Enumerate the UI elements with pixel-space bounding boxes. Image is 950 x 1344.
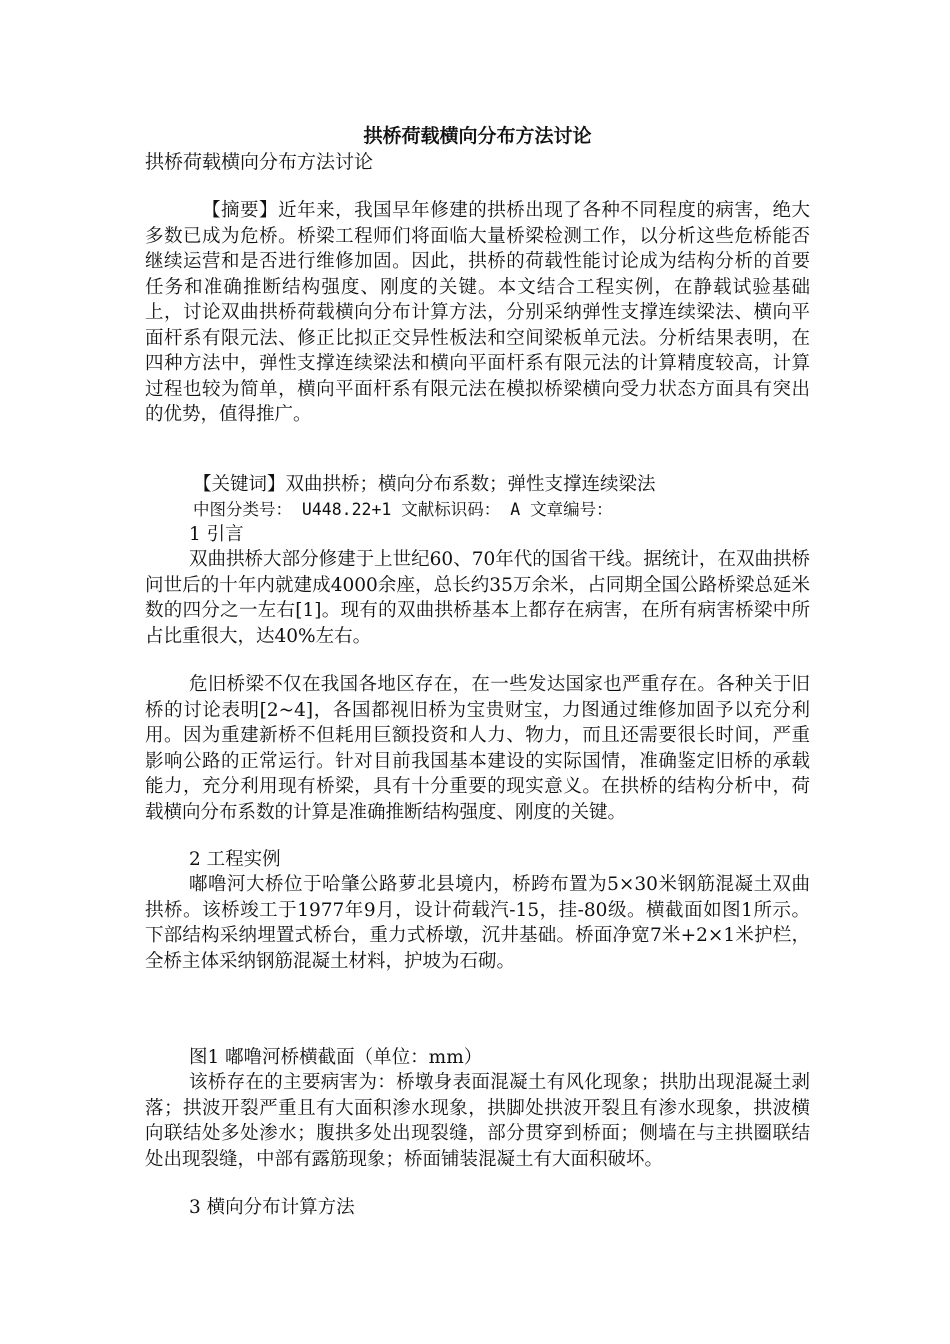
section2-heading: 2 工程实例 bbox=[189, 849, 281, 870]
classification-line: 中图分类号： U448.22+1 文献标识码： A 文章编号： bbox=[193, 500, 613, 519]
document-subtitle: 拱桥荷载横向分布方法讨论 bbox=[145, 151, 374, 173]
figure1-caption: 图1 嘟噜河桥横截面（单位：mm） bbox=[189, 1047, 483, 1068]
document-title: 拱桥荷载横向分布方法讨论 bbox=[363, 125, 592, 147]
keywords-line: 【关键词】双曲拱桥；横向分布系数；弹性支撑连续梁法 bbox=[193, 474, 656, 495]
section1-paragraph-2: 危旧桥梁不仅在我国各地区存在，在一些发达国家也严重存在。各种关于旧桥的讨论表明[2~4]，各国都视旧桥为宝贵财宝，力图通过维修加固予以充分利用。因为重建新桥不但耗用巨额投资和人力、物力，而且还需要很长时间，严重影响公路的正常运行。针对目前我国基本建设的实际国情，准确鉴定旧桥的承载能力，充分利用现有桥梁，具有十分重要的现实意义。在拱桥的结构分析中，荷载横向分布系数的计算是准确推断结构强度、刚度的关键。 bbox=[145, 674, 810, 823]
section2-paragraph-1: 嘟噜河大桥位于哈肇公路萝北县境内，桥跨布置为5×30米钢筋混凝土双曲拱桥。该桥竣工于1977年9月，设计荷载汽-15，挂-80级。横截面如图1所示。下部结构采纳埋置式桥台，重力式桥墩，沉井基础。桥面净宽7米+2×1米护栏，全桥主体采纳钢筋混凝土材料，护坡为石砌。 bbox=[145, 874, 810, 972]
section2-paragraph-2: 该桥存在的主要病害为：桥墩身表面混凝土有风化现象；拱肋出现混凝土剥落；拱波开裂严重且有大面积渗水现象，拱脚处拱波开裂且有渗水现象，拱波横向联结处多处渗水；腹拱多处出现裂缝，部分贯穿到桥面；侧墙在与主拱圈联结处出现裂缝，中部有露筋现象；桥面铺装混凝土有大面积破坏。 bbox=[145, 1072, 810, 1170]
section1-paragraph-1: 双曲拱桥大部分修建于上世纪60、70年代的国省干线。据统计，在双曲拱桥问世后的十年内就建成4000余座，总长约35万余米，占同期全国公路桥梁总延米数的四分之一左右[1]。现有的双曲拱桥基本上都存在病害，在所有病害桥梁中所占比重很大，达40%左右。 bbox=[145, 549, 810, 647]
section3-heading: 3 横向分布计算方法 bbox=[189, 1197, 355, 1218]
section1-heading: 1 引言 bbox=[189, 524, 244, 545]
abstract-paragraph: 【摘要】近年来，我国早年修建的拱桥出现了各种不同程度的病害，绝大多数已成为危桥。桥梁工程师们将面临大量桥梁检测工作，以分析这些危桥能否继续运营和是否进行维修加固。因此，拱桥的荷载性能讨论成为结构分析的首要任务和准确推断结构强度、刚度的关键。本文结合工程实例，在静载试验基础上，讨论双曲拱桥荷载横向分布计算方法，分别采纳弹性支撑连续梁法、横向平面杆系有限元法、修正比拟正交异性板法和空间梁板单元法。分析结果表明，在四种方法中，弹性支撑连续梁法和横向平面杆系有限元法的计算精度较高，计算过程也较为简单，横向平面杆系有限元法在模拟桥梁横向受力状态方面具有突出的优势，值得推广。 bbox=[145, 200, 810, 425]
